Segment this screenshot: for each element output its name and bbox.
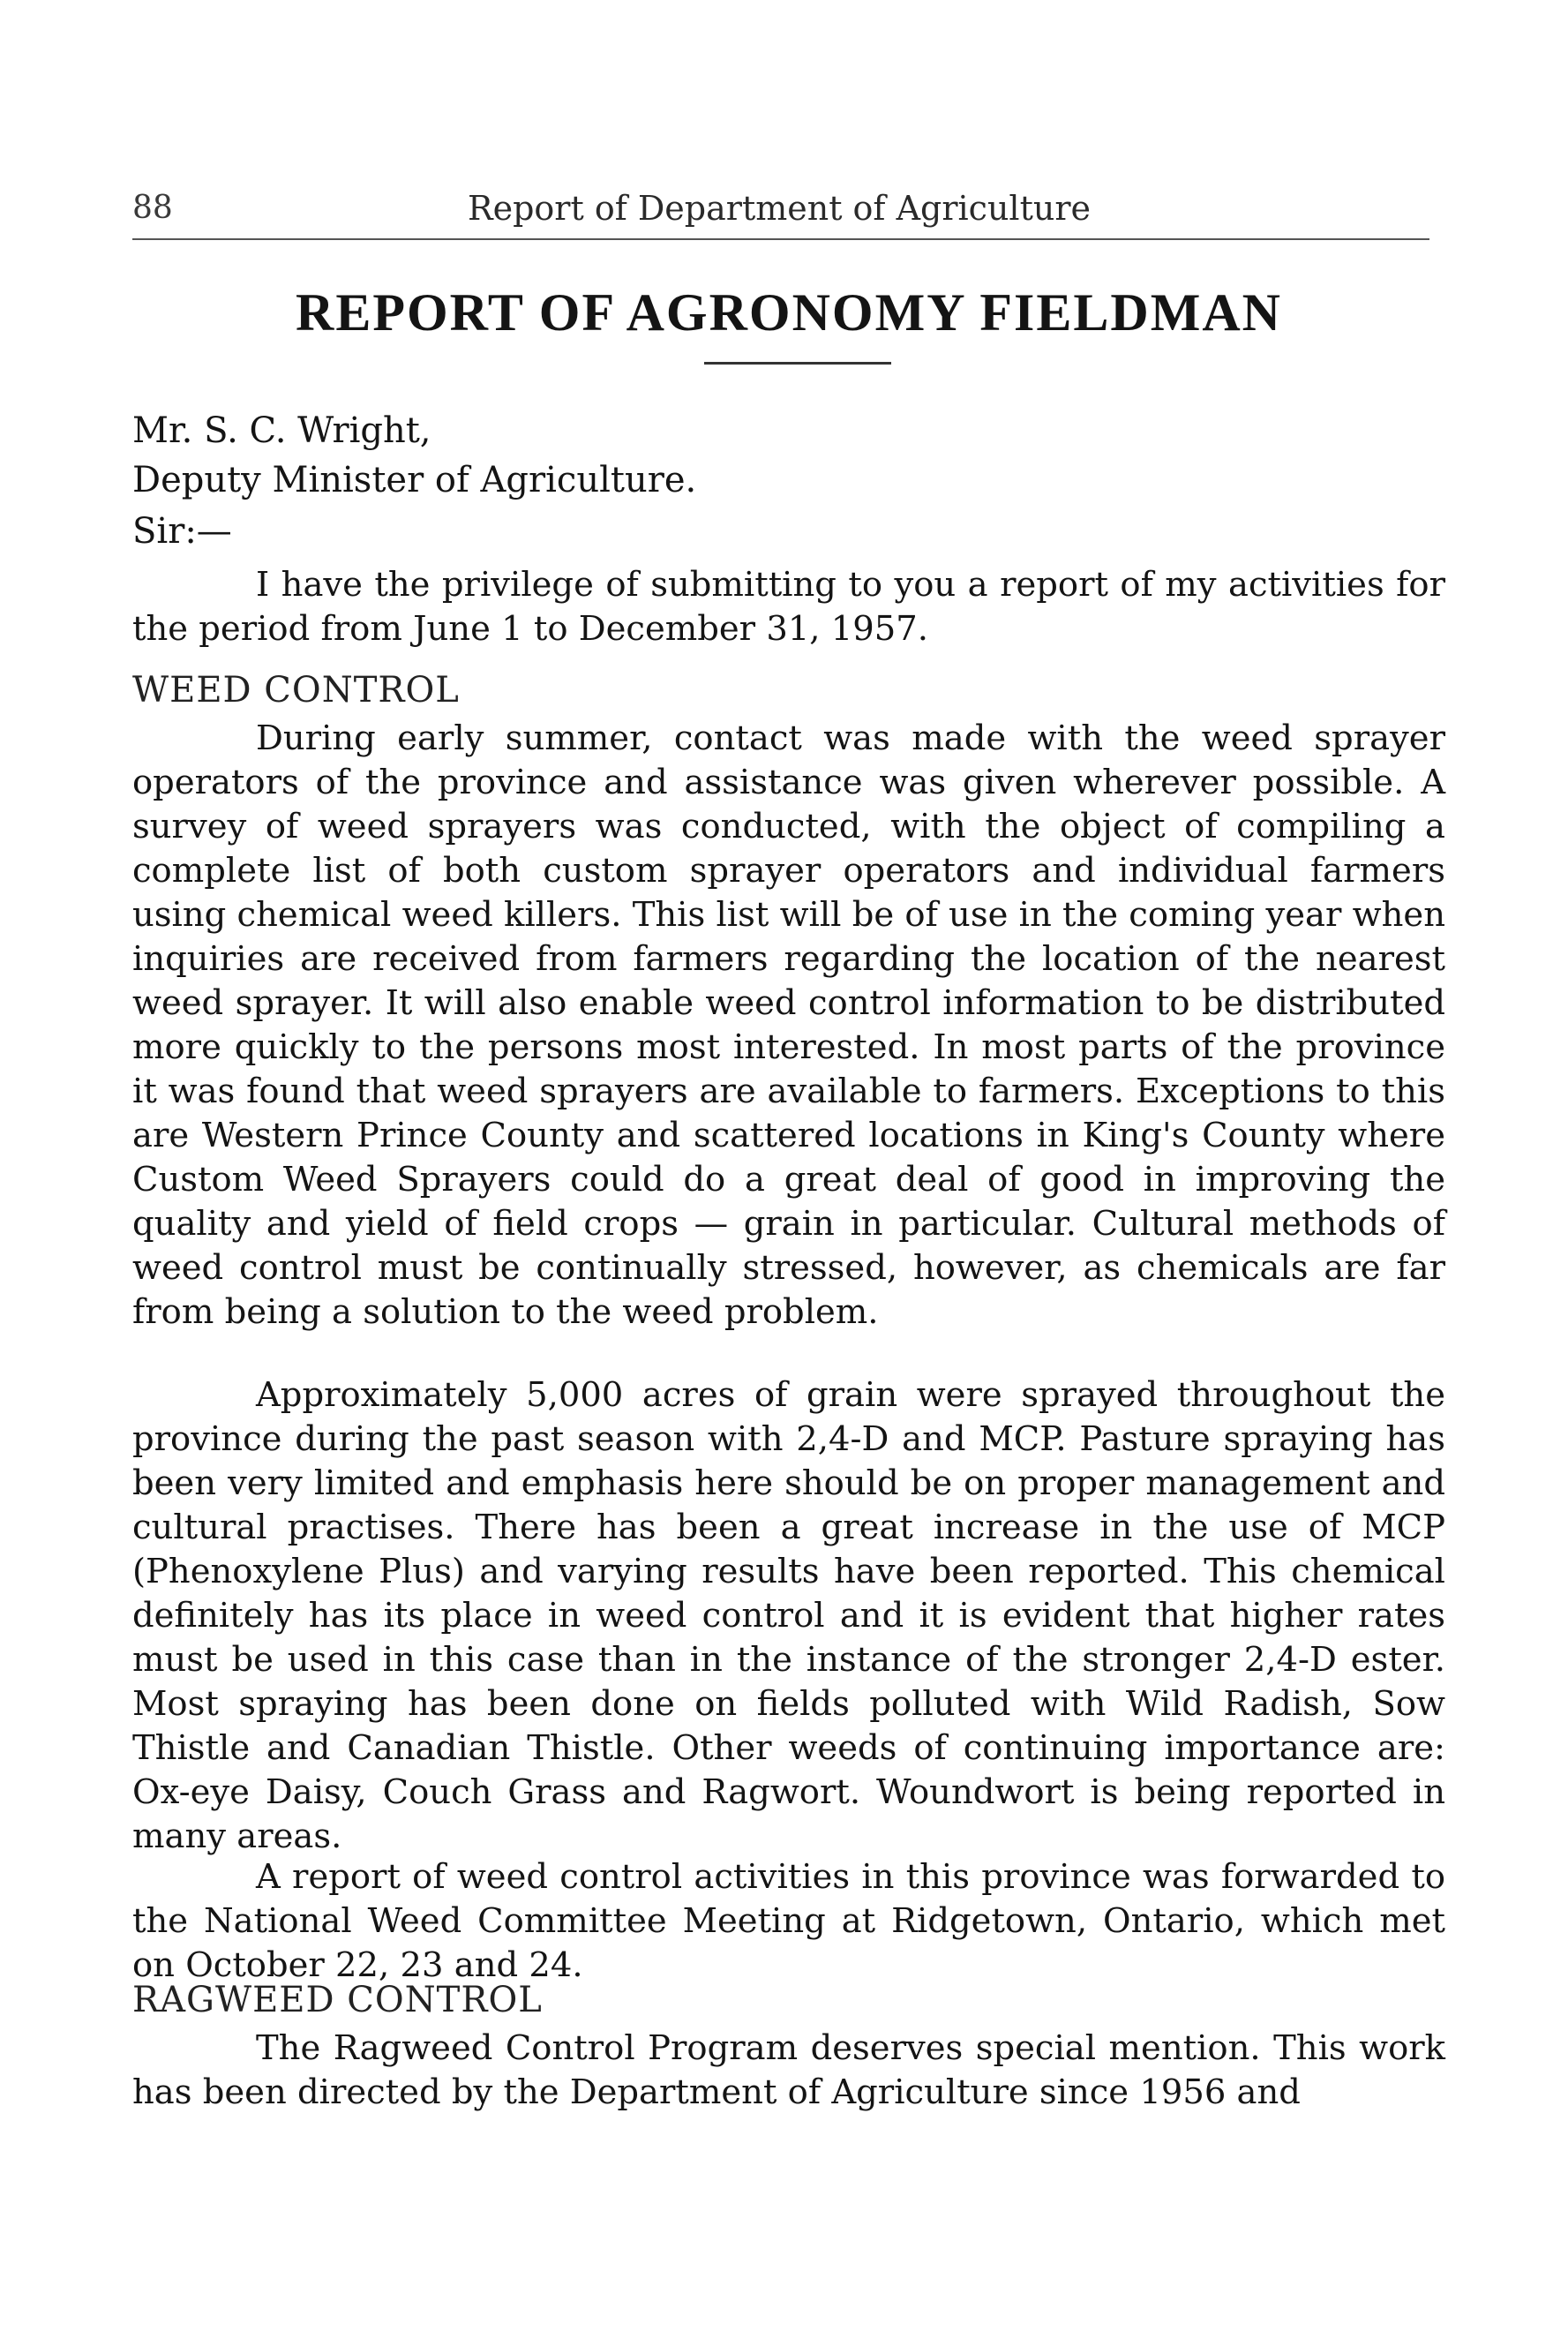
- paragraph-weed-control-2: Approximately 5,000 acres of grain were sprayed throughout the province during the past season with 2,4-D and MCP. Pasture spraying has been very limited and emphasis here should be on proper management and cultural practises. There has been a great increase in the use of MCP (Phenoxylene Plus) and varying results have been reported. This chemical definitely has its place in weed control and it is evident that higher rates must be used in this case than in the instance of the stronger 2,4-D ester. Most spraying has been done on fields polluted with Wild Radish, Sow Thistle and Canadian Thistle. Other weeds of continuing importance are: Ox-eye Daisy, Couch Grass and Ragwort. Woundwort is being reported in many areas.: [132, 1375, 1445, 1856]
- addressee-name: Mr. S. C. Wright,: [132, 410, 431, 451]
- salutation: Sir:—: [132, 511, 232, 552]
- section-heading-ragweed-control: RAGWEED CONTROL: [132, 1980, 543, 2020]
- report-title: REPORT OF AGRONOMY FIELDMAN: [295, 283, 1282, 342]
- section-heading-weed-control: WEED CONTROL: [132, 670, 460, 711]
- intro-paragraph: I have the privilege of submitting to you a report of my activities for the period from June 1 to December 31, 1957.: [132, 565, 1445, 649]
- header-rule: [132, 238, 1429, 240]
- paragraph-weed-control-1: During early summer, contact was made with the weed sprayer operators of the province and assistance was given wherever possible. A survey of weed sprayers was conducted, with the object of compiling a complete list of both custom sprayer operators and individual farmers using chemical weed killers. This list will be of use in the coming year when inquiries are received from farmers regarding the location of the nearest weed sprayer. It will also enable weed control information to be distributed more quickly to the persons most interested. In most parts of the province it was found that weed sprayers are available to farmers. Exceptions to this are Western Prince County and scattered locations in King's County where Custom Weed Sprayers could do a great deal of good in improving the quality and yield of field crops — grain in particular. Cultural methods of weed control must be continually stressed, however, as chemicals are far from being a solution to the weed problem.: [132, 718, 1445, 1332]
- page-number: 88: [132, 190, 173, 226]
- running-header: [132, 187, 1429, 240]
- title-rule: [704, 362, 891, 365]
- paragraph-weed-control-3: A report of weed control activities in this province was forwarded to the National Weed Committee Meeting at Ridgetown, Ontario, which met on October 22, 23 and 24.: [132, 1857, 1445, 1985]
- paragraph-ragweed-control-1: The Ragweed Control Program deserves special mention. This work has been directed by the Department of Agriculture since 1956 and: [132, 2028, 1445, 2112]
- running-title: Report of Department of Agriculture: [468, 189, 1091, 228]
- addressee-block: [132, 406, 1456, 505]
- addressee-position: Deputy Minister of Agriculture.: [132, 460, 697, 500]
